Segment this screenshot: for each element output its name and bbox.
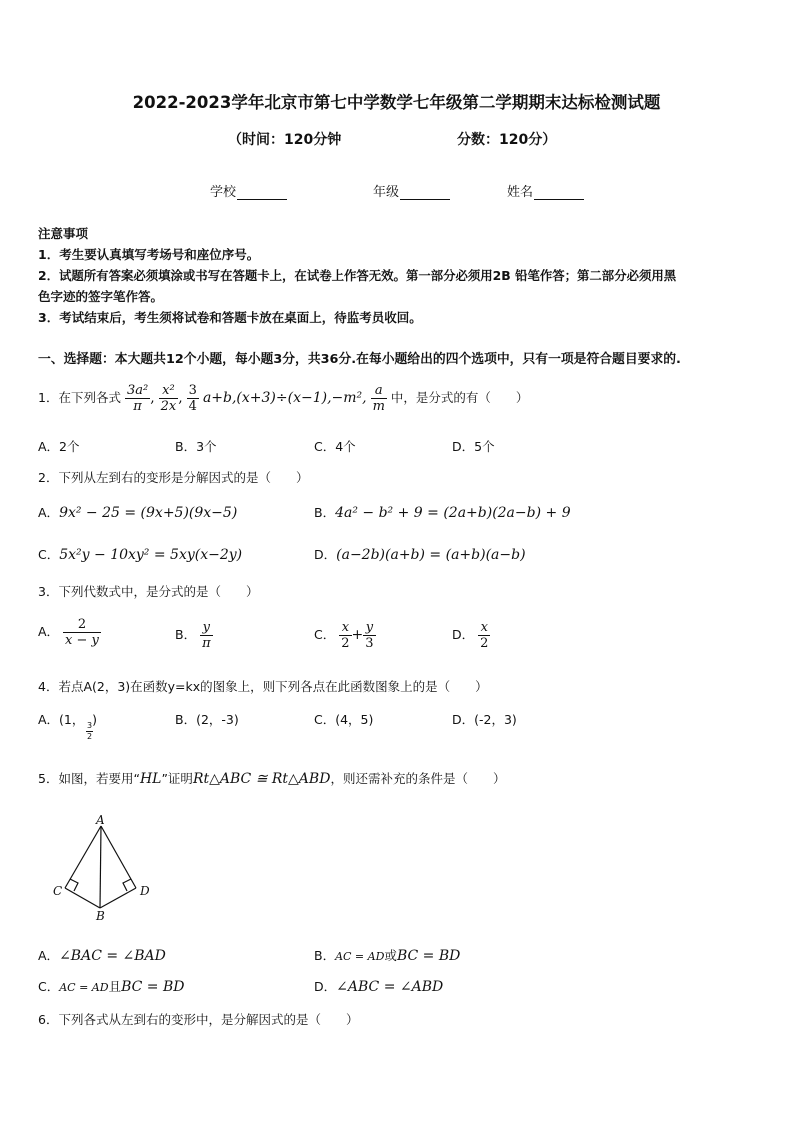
- q1-fraction-2: $\frac{\text{x²}}{2x}$: [160, 383, 177, 414]
- right-angle-D: [123, 879, 131, 891]
- q1-fraction-4: $\frac{a}{m}$: [372, 383, 385, 414]
- grade-label: 年级: [373, 185, 400, 200]
- q4-option-d[interactable]: D．(-2，3): [452, 712, 517, 727]
- q1-option-d[interactable]: D．5个: [452, 439, 495, 454]
- q1-fraction-3: $\frac{3}{4}$: [188, 383, 197, 414]
- name-label: 姓名: [507, 185, 534, 200]
- notice-item-2b: 色字迹的签字笔作答。: [38, 289, 164, 304]
- q3-a-fraction: $\frac{2}{x - y}$: [65, 617, 99, 648]
- question-5: 5．如图，若要用“HL”证明Rt△ABC ≅ Rt△ABD，则还需补充的条件是（ ）: [38, 771, 506, 787]
- q2-option-d[interactable]: D．(a−2b)(a+b) = (a+b)(a−b): [314, 547, 526, 563]
- q5-option-a[interactable]: A．∠BAC = ∠BAD: [38, 948, 166, 964]
- line-AB: [100, 826, 101, 908]
- q5-option-c[interactable]: C．AC = AD且BC = BD: [38, 979, 185, 995]
- question-1: 1．在下列各式 $\frac{\text{3a²}}{\pi}$ , $\frac{\text{x²}}{2x}$ , $\frac{3}{4}$ a+b,(x+3)÷(x−1),−m², $\frac{a}{m}$ 中，是分式的有（ ）: [38, 383, 529, 414]
- q5-option-d[interactable]: D．∠ABC = ∠ABD: [314, 979, 444, 995]
- exam-score: 分数：120分）: [457, 132, 557, 148]
- q3-option-a[interactable]: A． $\frac{2}{x - y}$: [38, 617, 99, 648]
- notice-item-2a: 2．试题所有答案必须填涂或书写在答题卡上，在试卷上作答无效。第一部分必须用2B 铅笔作答；第二部分必须用黑: [38, 268, 677, 283]
- right-angle-C: [70, 879, 78, 891]
- q1-expressions: a+b,(x+3)÷(x−1),−m²,: [202, 390, 367, 406]
- q3-option-b[interactable]: B． $\frac{y}{\pi}$: [175, 620, 211, 651]
- q5-option-b[interactable]: B．AC = AD或BC = BD: [314, 948, 461, 964]
- q2-option-a[interactable]: A．9x² − 25 = (9x+5)(9x−5): [38, 505, 238, 521]
- notice-heading: 注意事项: [38, 226, 89, 241]
- section-title: 一、选择题：本大题共12个小题，每小题3分，共36分.在每小题给出的四个选项中，只有一项是符合题目要求的.: [38, 352, 681, 367]
- school-field: [210, 181, 287, 200]
- school-label: 学校: [210, 185, 237, 200]
- page-title: 2022-2023学年北京市第七中学数学七年级第二学期期末达标检测试题: [132, 93, 661, 112]
- q1-fraction-1: $\frac{\text{3a²}}{\pi}$: [126, 383, 149, 414]
- label-A: A: [96, 813, 105, 827]
- question-4: 4．若点A(2，3)在函数y=kx的图象上，则下列各点在此函数图象上的是（ ）: [38, 679, 488, 694]
- q3-b-fraction: $\frac{y}{\pi}$: [202, 620, 211, 651]
- notice-item-1: 1．考生要认真填写考场号和座位序号。: [38, 247, 260, 262]
- q3-c-fraction-2: $\frac{y}{3}$: [365, 620, 374, 651]
- q3-d-fraction: $\frac{x}{2}$: [480, 620, 489, 651]
- label-B: B: [96, 909, 105, 923]
- q3-option-c[interactable]: C． $\frac{x}{2}$ + $\frac{y}{3}$: [314, 620, 374, 651]
- q4-a-fraction: 3 2: [87, 721, 93, 741]
- line-CB: [65, 888, 100, 908]
- question-2: 2．下列从左到右的变形是分解因式的是（ ）: [38, 470, 309, 485]
- name-blank[interactable]: [534, 185, 584, 200]
- grade-field: [373, 181, 450, 200]
- q2-option-b[interactable]: B．4a² − b² + 9 = (2a+b)(2a−b) + 9: [314, 505, 571, 521]
- q1-option-b[interactable]: B．3个: [175, 439, 217, 454]
- label-D: D: [140, 884, 150, 898]
- notice-item-3: 3．考试结束后，考生须将试卷和答题卡放在桌面上，待监考员收回。: [38, 310, 422, 325]
- label-C: C: [53, 884, 63, 898]
- line-DB: [100, 888, 136, 908]
- q1-suffix: 中，是分式的有（ ）: [390, 390, 529, 405]
- exam-time: （时间：120分钟: [228, 132, 342, 148]
- q1-option-a[interactable]: A．2个: [38, 439, 80, 454]
- q4-option-a[interactable]: A．(1， ): [38, 712, 98, 727]
- q4-option-b[interactable]: B．(2，-3): [175, 712, 239, 727]
- grade-blank[interactable]: [400, 185, 450, 200]
- school-blank[interactable]: [237, 185, 287, 200]
- q3-option-d[interactable]: D． $\frac{x}{2}$: [452, 620, 489, 651]
- name-field: [507, 181, 584, 200]
- triangle-figure: [40, 812, 160, 927]
- q4-option-c[interactable]: C．(4，5): [314, 712, 374, 727]
- question-6: 6．下列各式从左到右的变形中，是分解因式的是（ ）: [38, 1012, 359, 1027]
- q1-option-c[interactable]: C．4个: [314, 439, 356, 454]
- q3-c-fraction-1: $\frac{x}{2}$: [341, 620, 350, 651]
- q2-option-c[interactable]: C．5x²y − 10xy² = 5xy(x−2y): [38, 547, 243, 563]
- question-3: 3．下列代数式中，是分式的是（ ）: [38, 584, 259, 599]
- q1-prefix: 1．在下列各式: [38, 390, 121, 405]
